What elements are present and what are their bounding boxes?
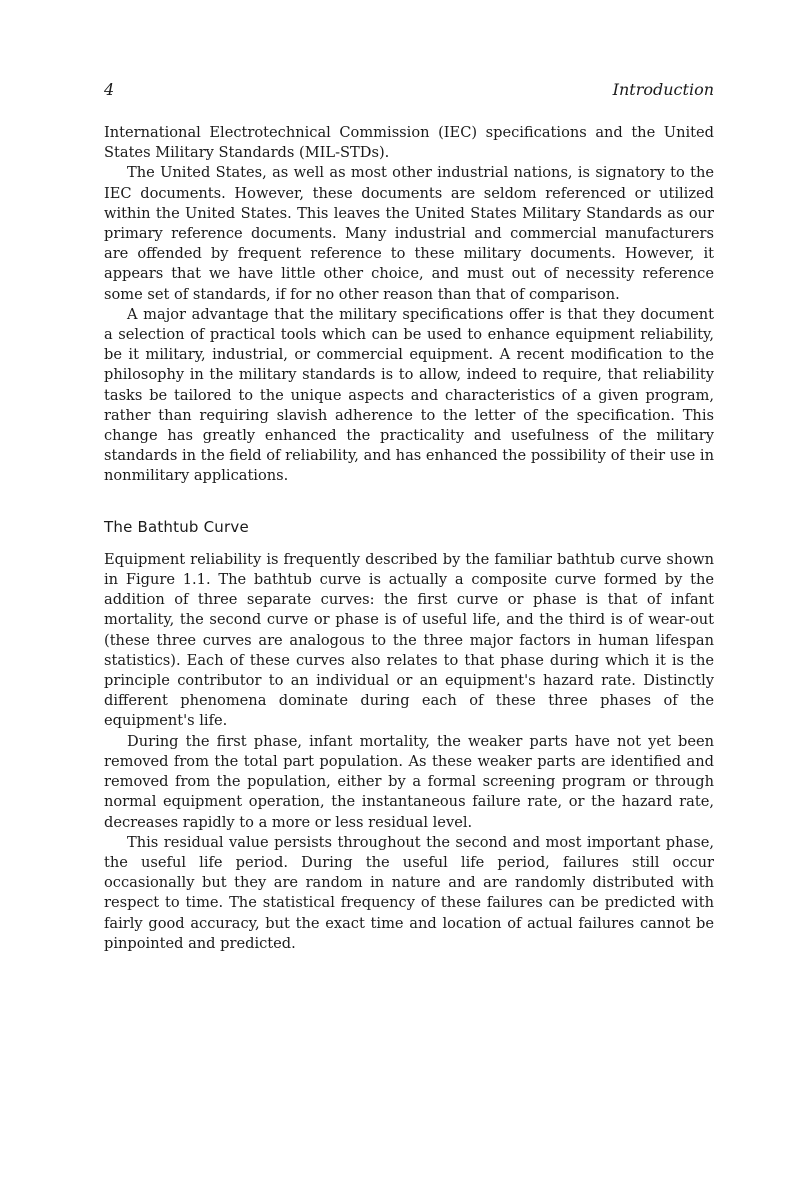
paragraph-military-advantage: A major advantage that the military specifications offer is that they document a selection of practical tools which can be used to enhance equipment reliability, be it military, industrial, or commercial equipment. A recent modification to the philosophy in the military standards is to allow, indeed to require, that reliability tasks be tailored to the unique aspects and characteristics of a given program, rather than requiring slavish adherence to the letter of the specification. This change has greatly enhanced the practicality and usefulness of the military standards in the field of reliability, and has enhanced the possibility of their use in nonmilitary applications. xyxy=(104,305,714,485)
paragraph-iec-signatory: The United States, as well as most other industrial nations, is signatory to the IEC documents. However, these documents are seldom referenced or utilized within the United States. This leaves the United States Military Standards as our primary reference documents. Many industrial and commercial manufacturers are offended by frequent reference to these military documents. However, it appears that we have little other choice, and must out of necessity reference some set of standards, if for no other reason than that of comparison. xyxy=(104,164,714,303)
paragraph-infant-mortality: During the first phase, infant mortality, the weaker parts have not yet been removed from the total part population. As these weaker parts are identified and removed from the population, either by a formal screening program or through normal equipment operation, the instantaneous failure rate, or the hazard rate, decreases rapidly to a more or less residual level. xyxy=(104,732,714,831)
section-heading: The Bathtub Curve xyxy=(104,517,249,536)
paragraph-bathtub-intro: Equipment reliability is frequently described by the familiar bathtub curve shown in Figure 1.1. The bathtub curve is actually a composite curve formed by the addition of three separate curves: the first curve or phase is that of infant mortality, the second curve or phase is of useful life, and the third is of wear-out (these three curves are analogous to the three major factors in human lifespan statistics). Each of these curves also relates to that phase during which it is the principle contributor to an individual or an equipment's hazard rate. Distinctly different phenomena dominate during each of these three phases of the equipment's life. xyxy=(104,550,714,730)
body-text xyxy=(104,123,714,954)
running-head xyxy=(104,78,714,104)
book-page xyxy=(104,78,714,954)
paragraph-useful-life: This residual value persists throughout the second and most important phase, the useful life period. During the useful life period, failures still occur occasionally but they are random in nature and are randomly distributed with respect to time. The statistical frequency of these failures can be predicted with fairly good accuracy, but the exact time and location of actual failures cannot be pinpointed and predicted. xyxy=(104,833,714,952)
page-number: 4 xyxy=(104,80,115,99)
paragraph-continued: International Electrotechnical Commission (IEC) specifications and the United States Military Standards (MIL-STDs). xyxy=(104,124,714,162)
chapter-title: Introduction xyxy=(612,80,714,99)
